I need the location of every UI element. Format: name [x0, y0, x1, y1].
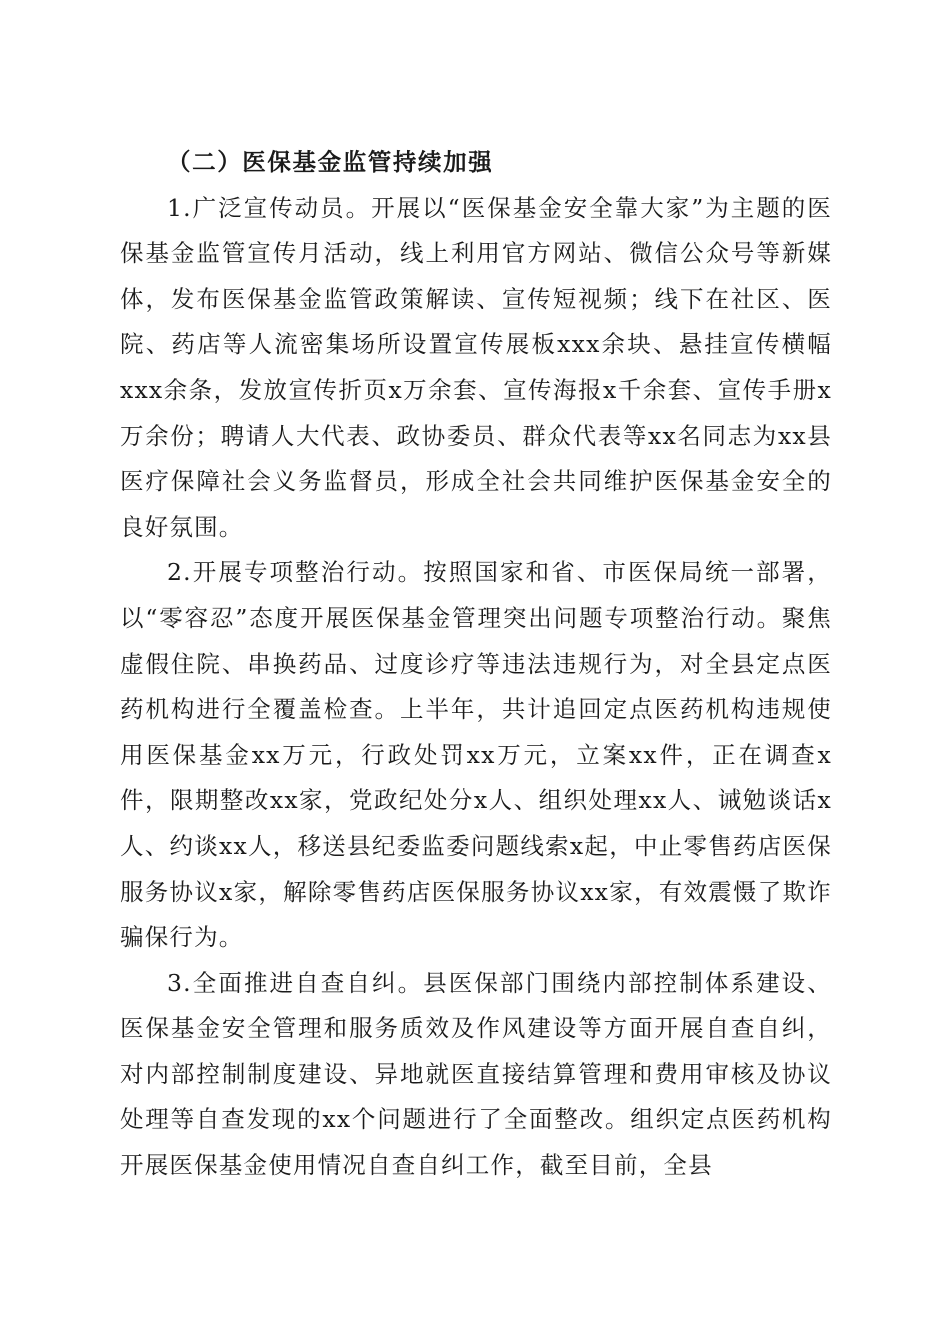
document-body	[120, 140, 832, 1189]
section-heading: （二）医保基金监管持续加强	[167, 148, 494, 176]
paragraph-publicity: 1.广泛宣传动员。开展以“医保基金安全靠大家”为主题的医保基金监管宣传月活动，线上利用官方网站、微信公众号等新媒体，发布医保基金监管政策解读、宣传短视频；线下在社区、医院、药店等人流密集场所设置宣传展板xxx余块、悬挂宣传横幅xxx余条，发放宣传折页x万余套、宣传海报x千余套、宣传手册x万余份；聘请人大代表、政协委员、群众代表等xx名同志为xx县医疗保障社会义务监督员，形成全社会共同维护医保基金安全的良好氛围。	[120, 193, 832, 541]
paragraph-special-rectification: 2.开展专项整治行动。按照国家和省、市医保局统一部署，以“零容忍”态度开展医保基金管理突出问题专项整治行动。聚焦虚假住院、串换药品、过度诊疗等违法违规行为，对全县定点医药机构进行全覆盖检查。上半年，共计追回定点医药机构违规使用医保基金xx万元，行政处罚xx万元，立案xx件，正在调查x件，限期整改xx家，党政纪处分x人、组织处理xx人、诫勉谈话x人、约谈xx人，移送县纪委监委问题线索x起，中止零售药店医保服务协议x家，解除零售药店医保服务协议xx家，有效震慑了欺诈骗保行为。	[120, 558, 832, 952]
paragraph-self-inspection: 3.全面推进自查自纠。县医保部门围绕内部控制体系建设、医保基金安全管理和服务质效及作风建设等方面开展自查自纠，对内部控制制度建设、异地就医直接结算管理和费用审核及协议处理等自查发现的xx个问题进行了全面整改。组织定点医药机构开展医保基金使用情况自查自纠工作，截至目前，全县	[120, 968, 832, 1180]
